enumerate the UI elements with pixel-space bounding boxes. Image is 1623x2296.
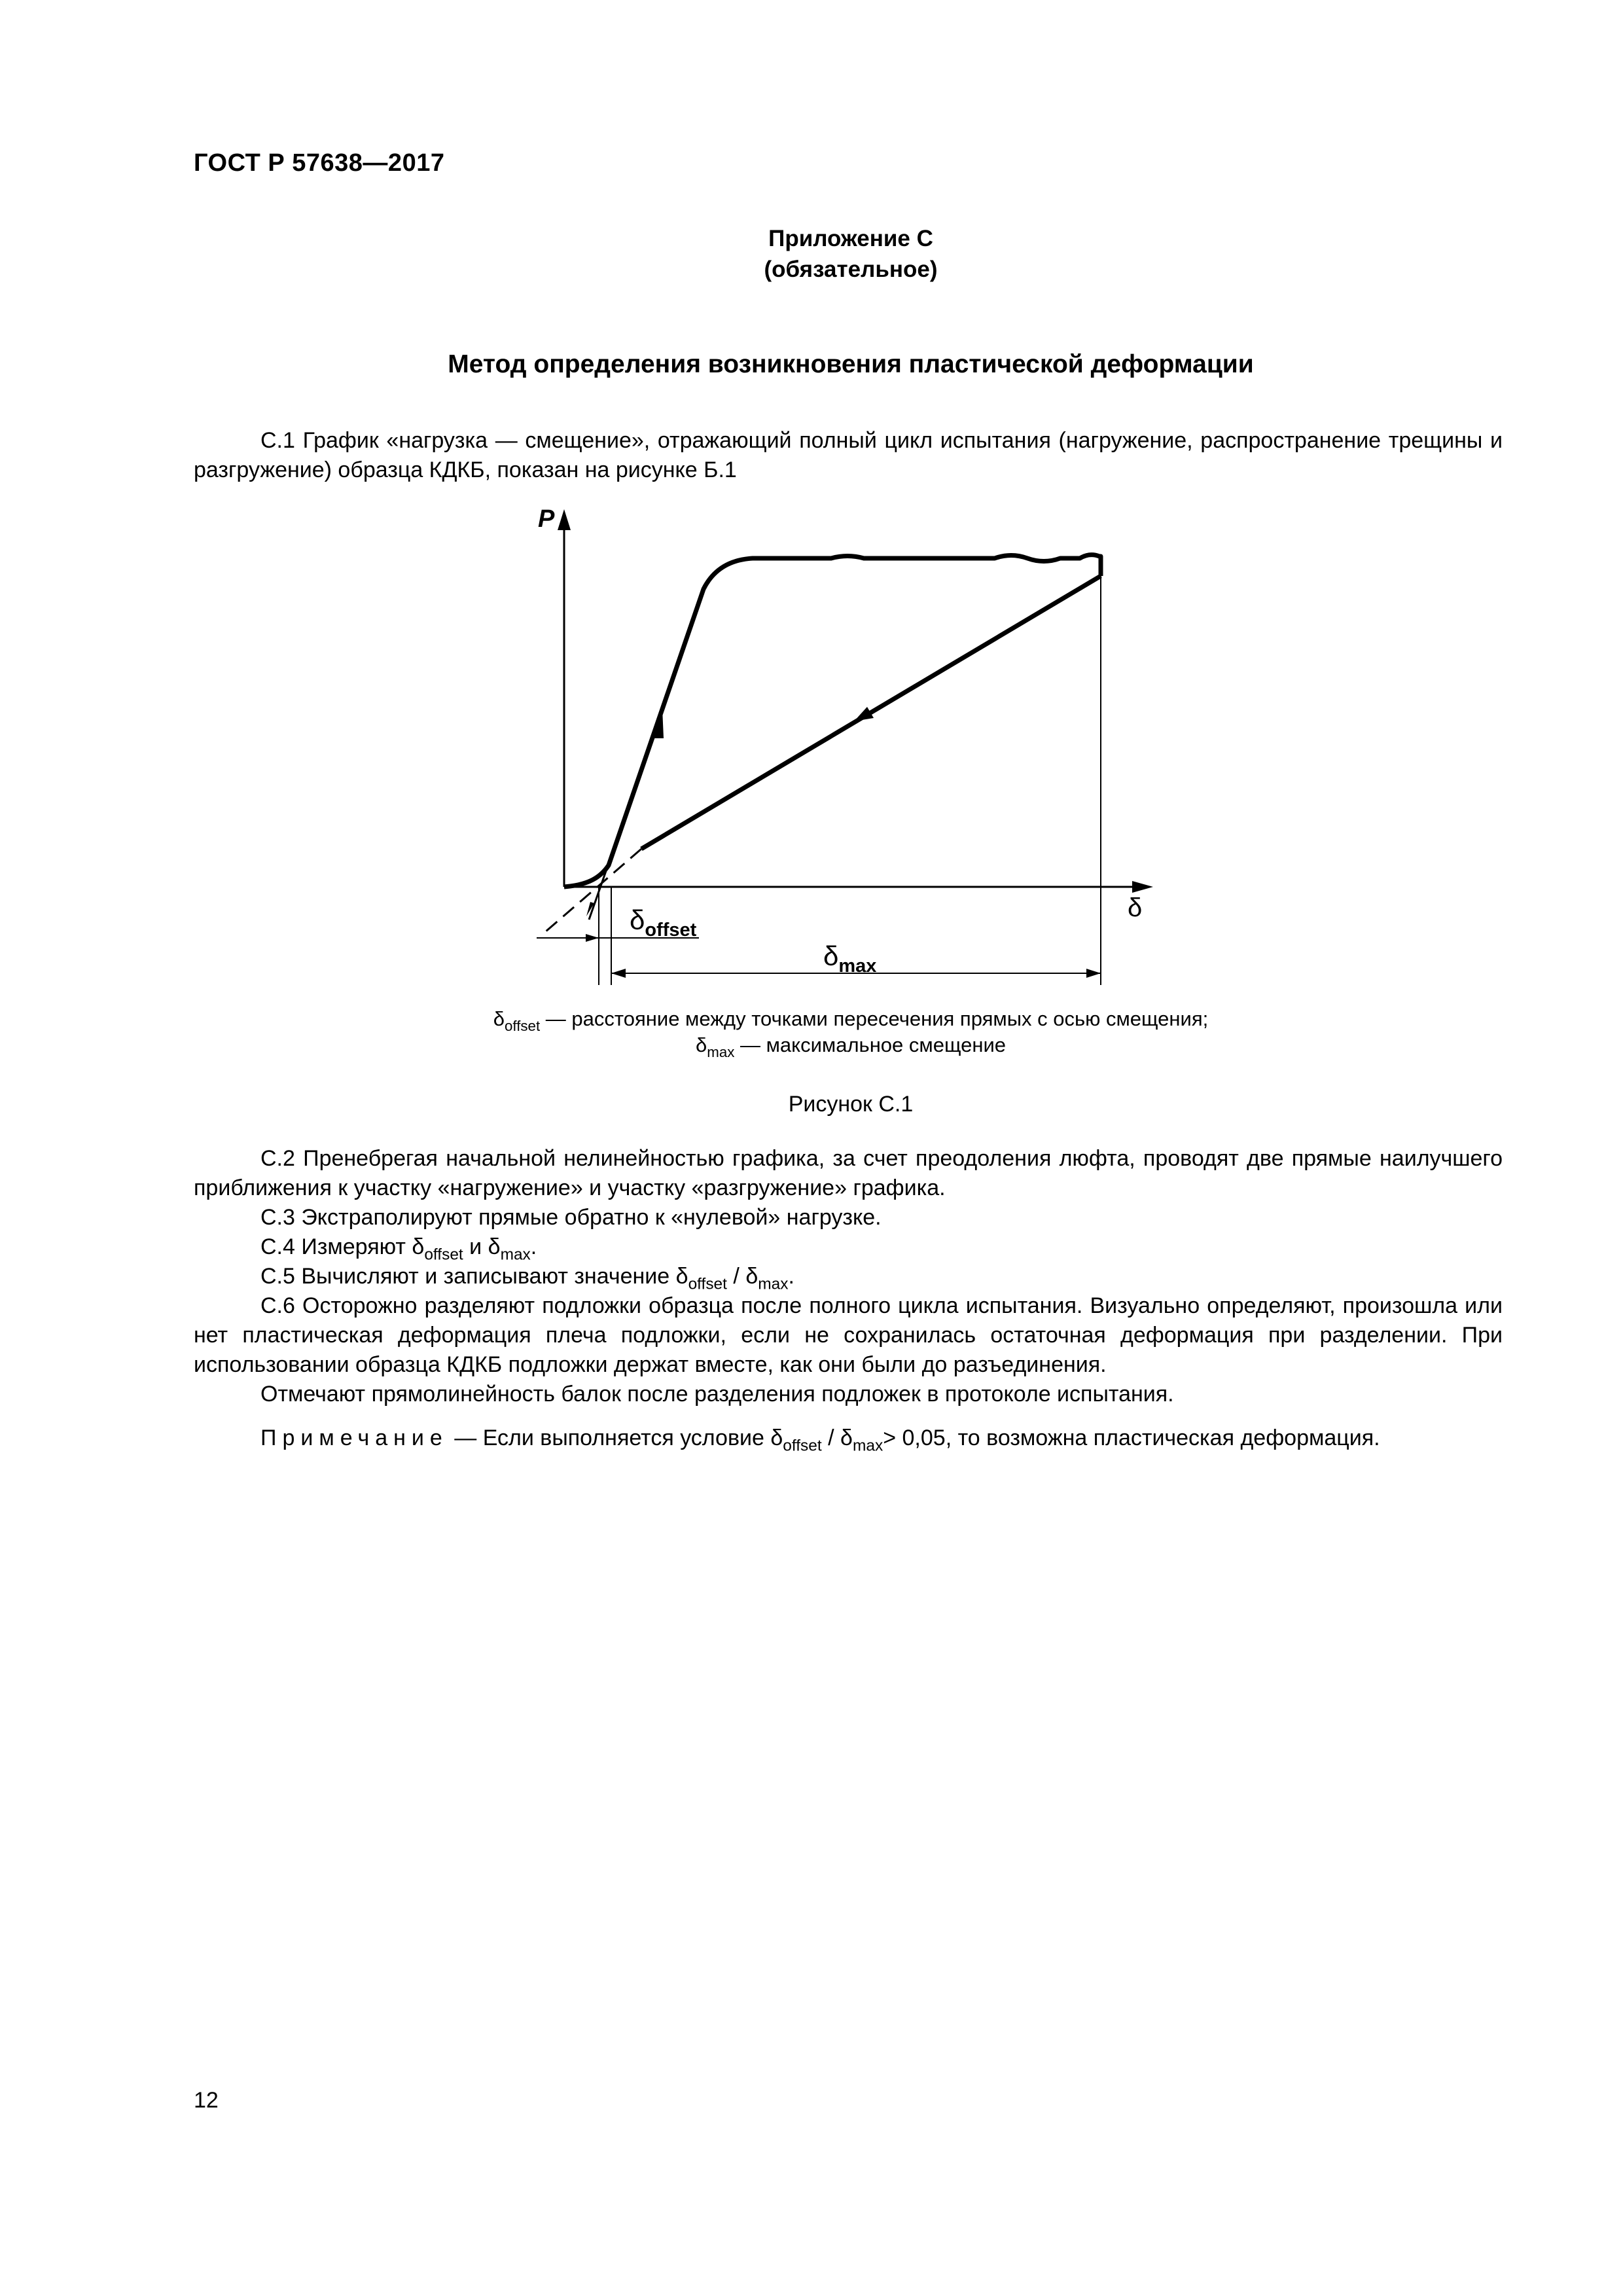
paragraph-c3: С.3 Экстраполируют прямые обратно к «нулевой» нагрузке. <box>260 1205 882 1230</box>
paragraph-c6: С.6 Осторожно разделяют подложки образца после полного цикла испытания. Визуально определяют, произошла или нет пластическая деформация плеча подложки, если не сохранилась остаточная деформация при разделении. При использовании образца КДКБ подложки держат вместе, как они были до разъединения. <box>194 1293 1503 1377</box>
figure-number: Рисунок С.1 <box>788 1092 914 1117</box>
max-dimension-arrow-right <box>1086 969 1101 978</box>
loading-arrow <box>652 708 664 738</box>
max-dimension-arrow-left <box>611 969 626 978</box>
page-number: 12 <box>194 2088 219 2113</box>
max-dimension-label: $\delta_{max}$ <box>823 941 877 977</box>
paragraph-c4: С.4 Измеряют $\delta_{offset}$ и $\delta_{max}$. <box>260 1234 537 1264</box>
annex-status: (обязательное) <box>764 257 938 282</box>
paragraph-c5: С.5 Вычисляют и записывают значение $\delta_{offset} / \delta_{max}$. <box>260 1264 794 1293</box>
unloading-arrow <box>854 707 874 721</box>
paragraph-c6-note: Отмечают прямолинейность балок после разделения подложек в протоколе испытания. <box>260 1382 1174 1407</box>
paragraph-c1: С.1 График «нагрузка — смещение», отражающий полный цикл испытания (нагружение, распространение трещины и разгружение) образца КДКБ, показан на рисунке Б.1 <box>194 428 1503 482</box>
unloading-extrapolation <box>541 849 641 936</box>
annex-heading: Метод определения возникновения пластической деформации <box>448 350 1254 378</box>
loading-curve <box>564 555 1101 887</box>
annex-title: Приложение С <box>768 226 933 251</box>
standard-number: ГОСТ Р 57638—2017 <box>194 149 445 177</box>
paragraph-c2: С.2 Пренебрегая начальной нелинейностью графика, за счет преодоления люфта, проводят две прямые наилучшего приближения к участку «нагружение» и участку «разгружение» графика. <box>194 1146 1503 1200</box>
y-axis-label: P <box>538 505 555 533</box>
offset-dimension-label: $\delta_{offset}$ <box>630 905 697 941</box>
x-axis-label: δ <box>1128 893 1143 922</box>
offset-dimension-arrow <box>586 934 599 942</box>
unloading-line <box>641 576 1101 849</box>
x-axis-arrow <box>1132 881 1153 893</box>
figure-legend-1: $\delta_{offset}$ — расстояние между точками пересечения прямых с осью смещения; <box>493 1007 1209 1034</box>
figure-legend-2: $\delta_{max}$ — максимальное смещение <box>695 1033 1007 1060</box>
y-axis-arrow <box>558 509 571 530</box>
note: Примечание — Если выполняется условие $\delta_{offset} / \delta_{max}> 0,05$, то возможна пластическая деформация. <box>260 1426 1380 1455</box>
load-displacement-figure <box>0 0 1623 1113</box>
note-label: Примечание <box>260 1426 448 1450</box>
